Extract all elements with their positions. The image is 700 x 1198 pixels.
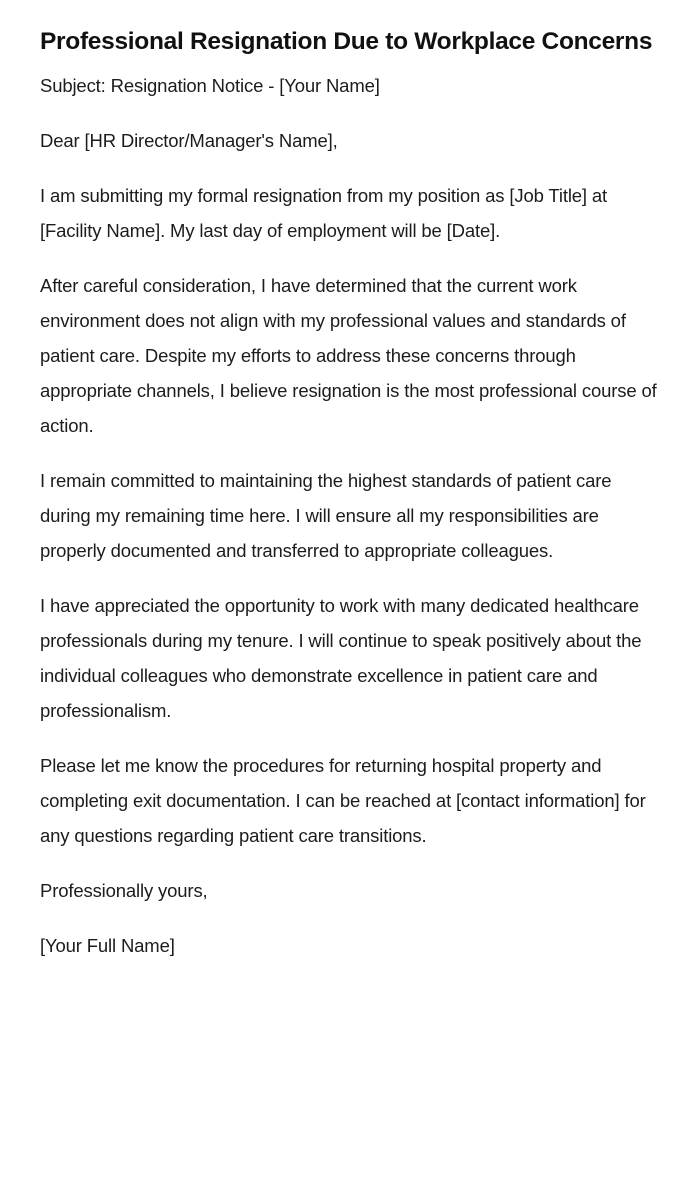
paragraph-resignation-statement: I am submitting my formal resignation from my position as [Job Title] at [Facility Name]. My last day of employment will be [Date]. — [40, 185, 608, 241]
paragraph-reason: After careful consideration, I have determined that the current work environment does not align with my professional values and standards of patient care. Despite my efforts to address these concerns through appropriate channels, I believe resignation is the most professional course of action. — [40, 275, 657, 436]
document-title: Professional Resignation Due to Workplace Concerns — [40, 28, 653, 55]
paragraph-next-steps: Please let me know the procedures for returning hospital property and completing exit documentation. I can be reached at [contact information] for any questions regarding patient care transitions. — [40, 755, 646, 846]
salutation: Dear [HR Director/Manager's Name], — [40, 130, 338, 151]
subject-line: Subject: Resignation Notice - [Your Name] — [40, 75, 380, 96]
paragraph-commitment: I remain committed to maintaining the highest standards of patient care during my remaining time here. I will ensure all my responsibilities are properly documented and transferred to appropriate colleagues. — [40, 470, 612, 561]
closing: Professionally yours, — [40, 880, 208, 901]
paragraph-appreciation: I have appreciated the opportunity to work with many dedicated healthcare professionals during my tenure. I will continue to speak positively about the individual colleagues who demonstrate excellence in patient care and professionalism. — [40, 595, 642, 721]
signature: [Your Full Name] — [40, 935, 175, 956]
